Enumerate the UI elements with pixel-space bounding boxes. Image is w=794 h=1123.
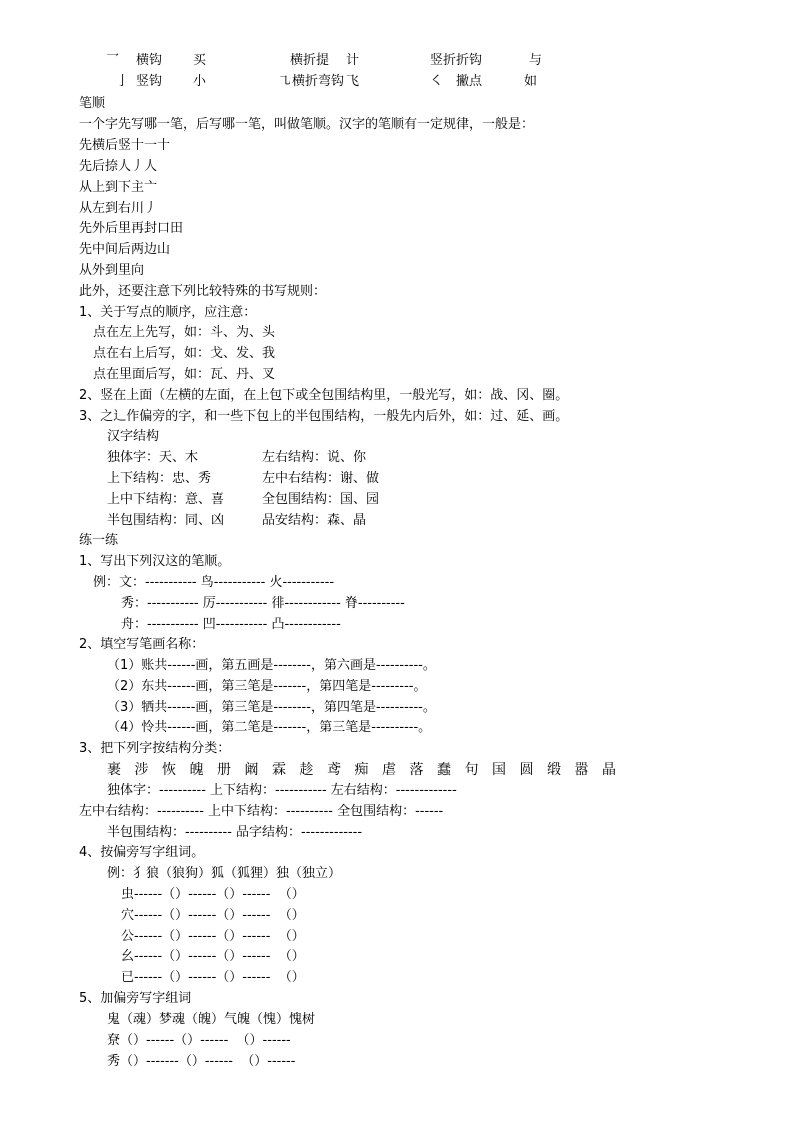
structure-item: 独体字：天、木 — [107, 450, 199, 465]
stroke-example: 小 — [193, 74, 207, 89]
q3-char: 痴 — [354, 762, 369, 778]
special-rule: 点在里面后写，如：瓦、丹、叉 — [93, 367, 276, 382]
q2-line: （3）牺共------画，第三笔是--------，第四笔是----------。 — [107, 700, 436, 715]
q3-line: 半包围结构：---------- 品字结构：------------- — [107, 825, 363, 840]
q4-line: 幺------（）------（）------ （） — [121, 949, 305, 964]
stroke-name: 横折弯钩 — [292, 74, 345, 89]
q2-line: （2）东共------画，第三笔是-------，第四笔是---------。 — [107, 679, 427, 694]
q3-line: 左中右结构：---------- 上中下结构：---------- 全包围结构：------ — [79, 804, 444, 819]
q1-line: 例：文：----------- 鸟----------- 火----------- — [93, 575, 335, 590]
stroke-symbol: 乛 — [106, 53, 120, 68]
bishun-rule: 从上到下主亠 — [79, 180, 158, 195]
bishun-rule: 先后捺人丿人 — [79, 159, 158, 174]
q3-char: 霖 — [272, 762, 286, 778]
stroke-name: 竖折折钩 — [430, 53, 483, 68]
q2-title: 2、填空写笔画名称： — [79, 637, 205, 652]
q3-char: 裹 — [107, 762, 121, 778]
stroke-name: 撇点 — [456, 74, 483, 89]
special-rule: 点在右上后写，如：戈、发、我 — [93, 346, 276, 361]
q1-line: 秀：----------- 厉----------- 徘------------ 脊---------- — [121, 596, 405, 611]
q5-example: 鬼（魂）梦魂（魄）气魄（愧）愧树 — [107, 1012, 316, 1027]
q3-char: 虐 — [382, 762, 396, 778]
q3-char: 鸢 — [327, 762, 341, 778]
q4-line: 已------（）------（）------ （） — [121, 970, 305, 985]
structure-item: 上中下结构：意、喜 — [107, 492, 225, 507]
stroke-name: 横钩 — [136, 53, 163, 68]
q3-char: 阚 — [244, 762, 259, 778]
q3-char: 蠢 — [437, 762, 451, 778]
special-rule: 1、关于写点的顺序，应注意： — [79, 305, 257, 320]
q3-char: 圆 — [519, 762, 534, 778]
q3-char: 句 — [464, 762, 479, 778]
q4-title: 4、按偏旁写字组词。 — [79, 845, 205, 860]
q2-line: （4）怜共------画，第二笔是-------，第三笔是----------。 — [107, 720, 432, 735]
q1-line: 舟：----------- 凹----------- 凸------------ — [121, 617, 341, 632]
section-title-bishun: 笔顺 — [79, 96, 106, 111]
q2-line: （1）账共------画，第五画是--------，第六画是----------。 — [107, 658, 436, 673]
q4-example: 例：犭狼（狼狗）狐（狐狸）独（独立） — [107, 866, 342, 881]
q3-title: 3、把下列字按结构分类： — [79, 741, 231, 756]
structure-title: 汉字结构 — [107, 429, 160, 444]
stroke-symbol: 亅 — [116, 74, 130, 89]
stroke-name: 竖钩 — [136, 74, 163, 89]
bishun-rule: 先横后竖十一十 — [79, 138, 171, 153]
q3-char: 落 — [409, 762, 424, 778]
special-rule: 点在左上先写，如：斗、为、头 — [93, 325, 276, 340]
q3-char: 册 — [217, 762, 231, 778]
structure-item: 全包围结构：国、园 — [262, 492, 380, 507]
stroke-example: 如 — [524, 74, 538, 89]
q3-char: 涉 — [134, 762, 149, 778]
structure-item: 上下结构：忠、秀 — [107, 471, 212, 486]
special-rule: 2、竖在上面（左横的左面，在上包下或全包围结构里，一般光写，如：战、冈、圈。 — [79, 388, 569, 403]
stroke-name: 横折提 — [290, 53, 330, 68]
special-intro: 此外，还要注意下列比较特殊的书写规则： — [79, 284, 327, 299]
q5-line: 秀（）-------（）------ （）------ — [107, 1054, 296, 1069]
q3-char: 国 — [492, 762, 506, 778]
q3-char: 缎 — [547, 762, 561, 778]
bishun-rule: 先中间后两边山 — [79, 242, 171, 257]
q4-line: 穴------（）------（）------ （） — [121, 908, 305, 923]
stroke-symbol: ㇈ — [278, 74, 292, 89]
q5-title: 5、加偏旁写字组词 — [79, 991, 192, 1006]
q1-title: 1、写出下列汉这的笔顺。 — [79, 554, 231, 569]
q4-line: 虫------（）------（）------ （） — [121, 887, 305, 902]
q3-char: 趁 — [299, 762, 314, 778]
bishun-rule: 先外后里再封口田 — [79, 221, 184, 236]
bishun-rule: 从左到右川丿 — [79, 201, 158, 216]
stroke-example: 与 — [529, 53, 543, 68]
stroke-symbol: ㇛ — [430, 74, 444, 89]
q3-line: 独体字：---------- 上下结构：----------- 左右结构：------------- — [107, 783, 457, 798]
special-rule: 3、之辶作偏旁的字，和一些下包上的半包围结构，一般先内后外，如：过、延、画。 — [79, 409, 569, 424]
stroke-example: 计 — [346, 53, 360, 68]
structure-item: 品安结构：森、晶 — [262, 513, 367, 528]
structure-item: 左右结构：说、你 — [262, 450, 367, 465]
stroke-example: 买 — [193, 53, 207, 68]
q3-char: 魄 — [189, 762, 204, 778]
practice-title: 练一练 — [79, 533, 119, 548]
stroke-example: 飞 — [346, 74, 360, 89]
bishun-intro: 一个字先写哪一笔，后写哪一笔，叫做笔顺。汉字的笔顺有一定规律，一般是： — [79, 117, 535, 132]
structure-item: 半包围结构：同、凶 — [107, 513, 225, 528]
q3-char: 嚣 — [574, 762, 589, 778]
q5-line: 尞（）------（）------ （）------ — [107, 1033, 291, 1048]
q3-char: 晶 — [602, 762, 616, 778]
structure-item: 左中右结构：谢、做 — [262, 471, 380, 486]
q3-char: 恢 — [162, 762, 176, 778]
bishun-rule: 从外到里向 — [79, 263, 145, 278]
q4-line: 公------（）------（）------ （） — [121, 929, 305, 944]
